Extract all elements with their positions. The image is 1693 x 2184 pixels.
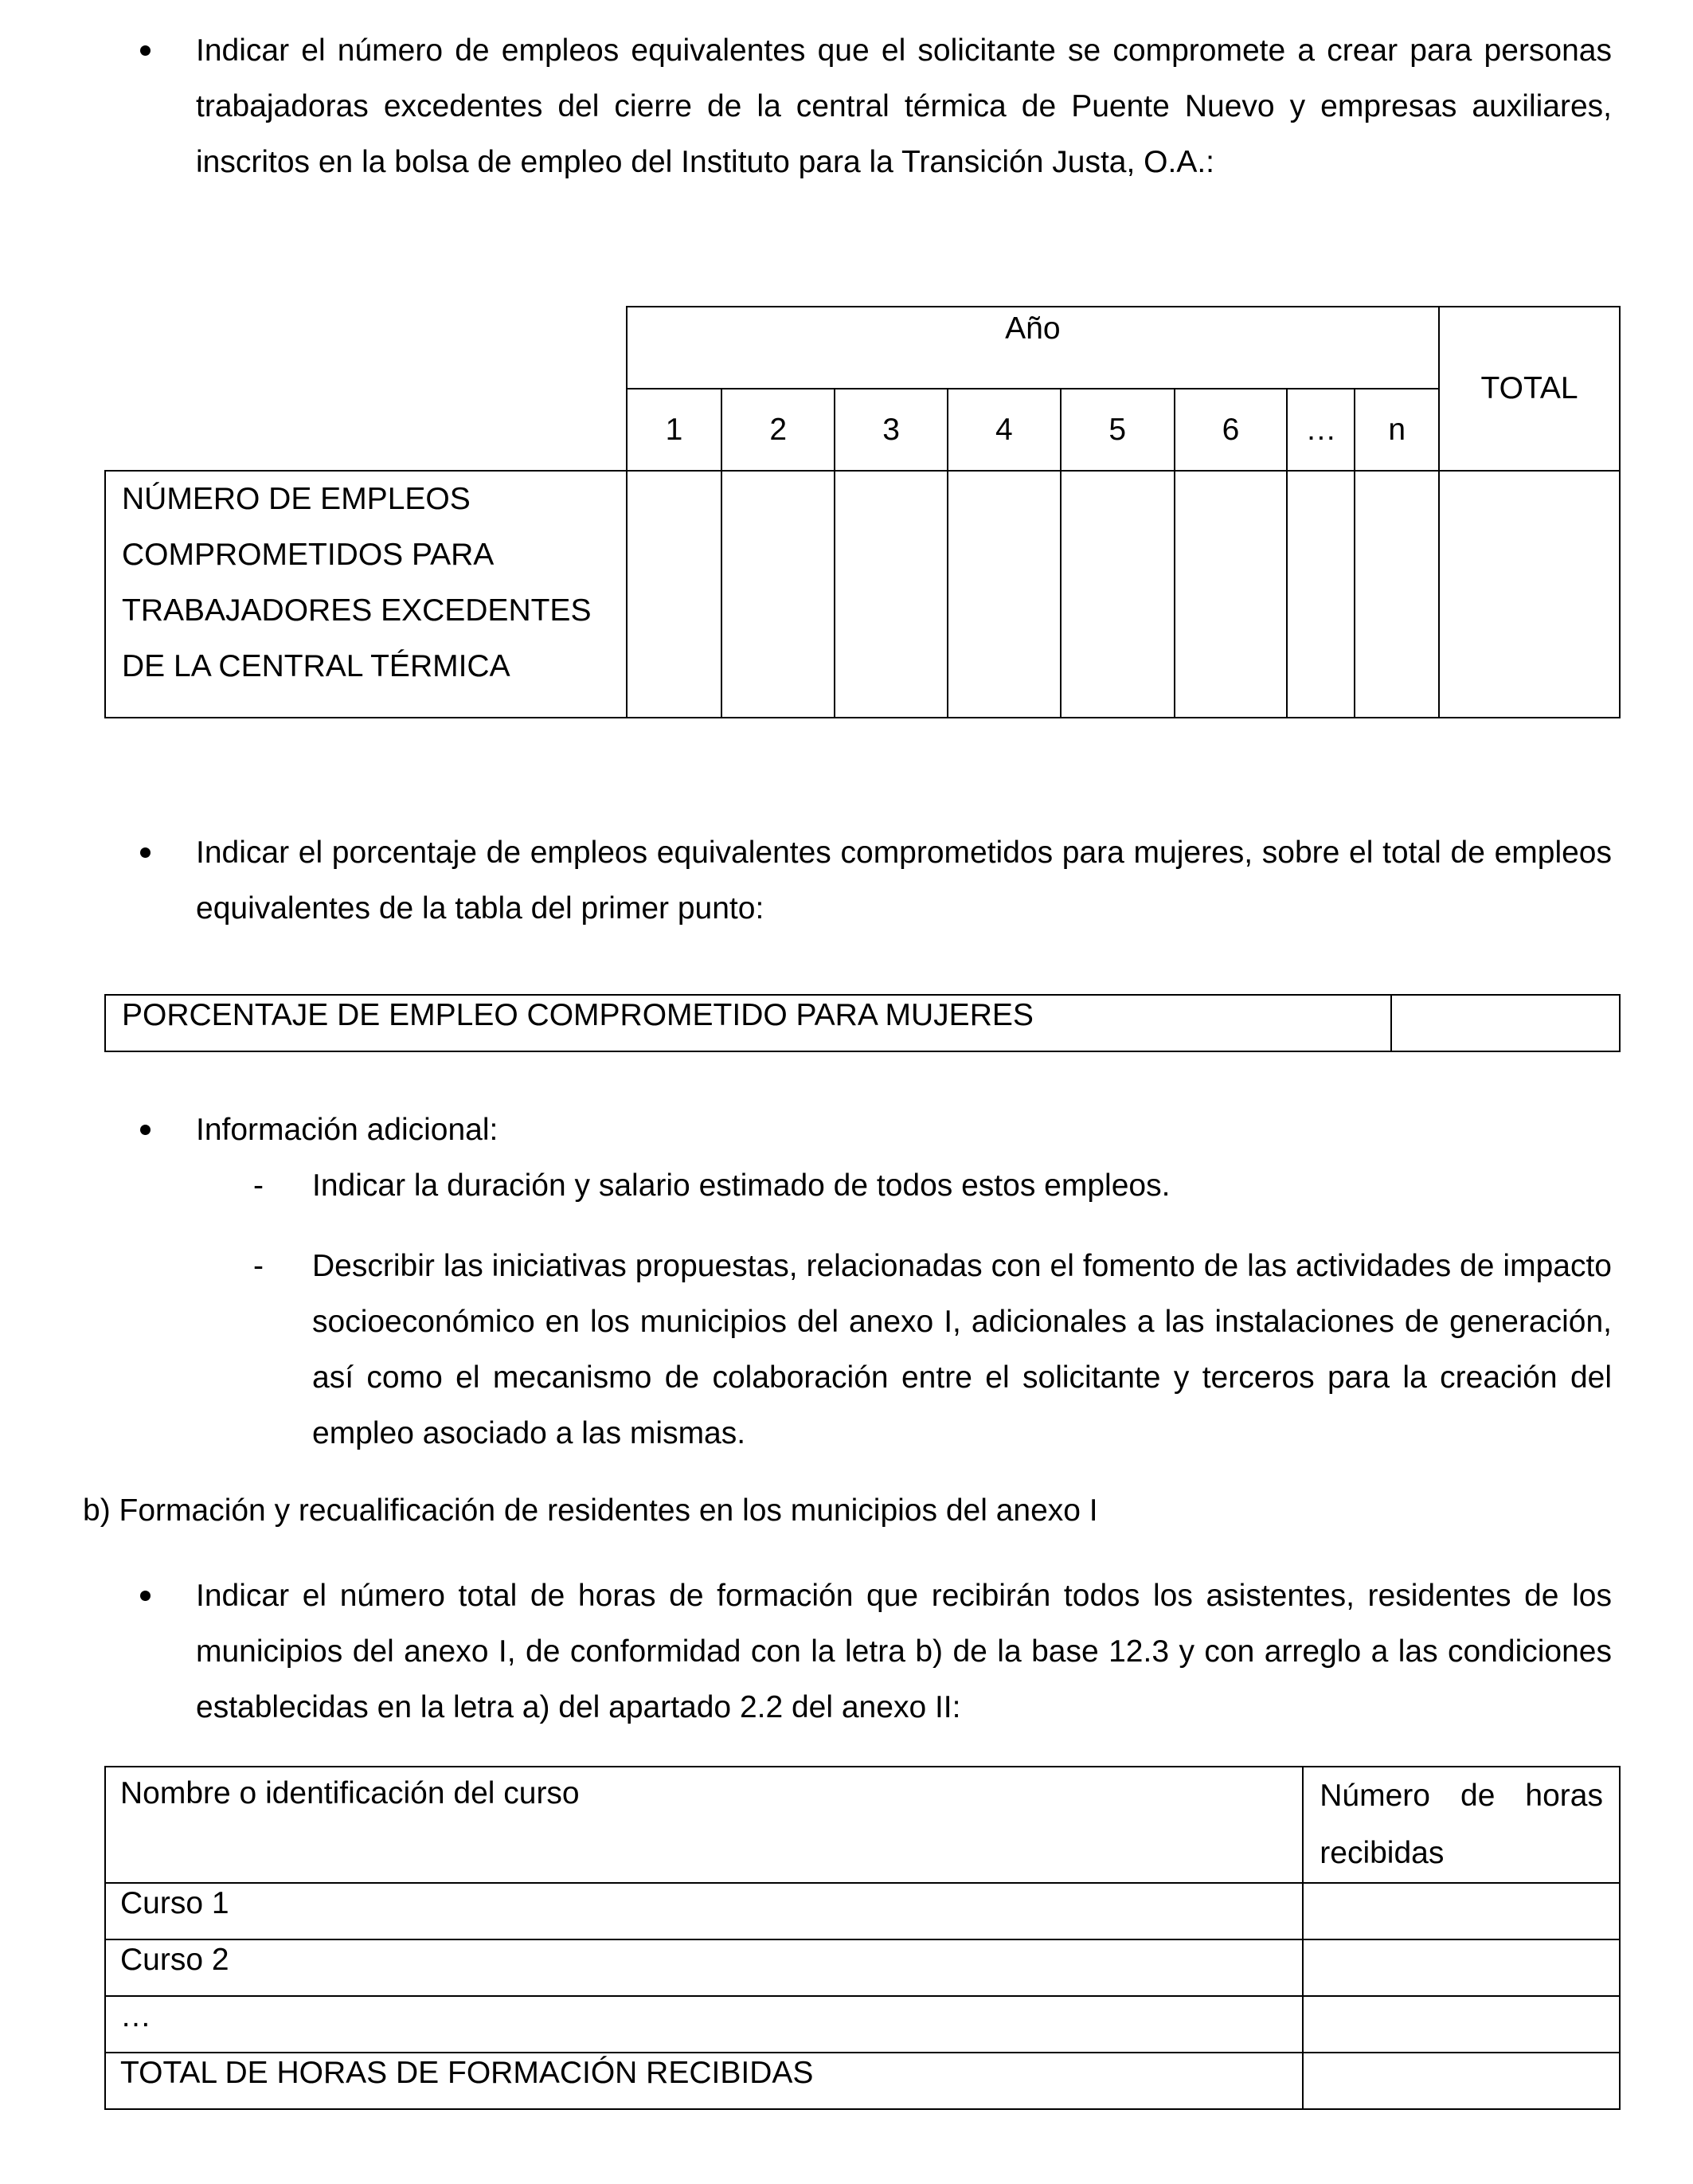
row-label-line-2: COMPROMETIDOS PARA	[122, 538, 495, 572]
year-col-4: 4	[948, 389, 1061, 471]
hours-cell-ellipsis[interactable]	[1303, 1996, 1620, 2053]
women-percentage-table	[104, 994, 1621, 1052]
sub-item-2: Describir las iniciativas propuestas, relacionadas con el fomento de las actividades de impacto socioeconómico en los municipios del anexo I, adicionales a las instalaciones de generación, así como el mecanismo de colaboración entre el solicitante y terceros para la creación del empleo asociado a las mismas.	[312, 1249, 1612, 1450]
year-col-ellipsis: …	[1287, 389, 1355, 471]
cell-total[interactable]	[1439, 471, 1620, 718]
dash-marker: -	[253, 1249, 264, 1283]
bullet-marker	[140, 45, 151, 56]
bullet-marker	[140, 1591, 151, 1601]
paragraph-bullet-2: Indicar el porcentaje de empleos equivalentes comprometidos para mujeres, sobre el total de empleos equivalentes de la tabla del primer punto:	[196, 836, 1612, 926]
cell-year-3[interactable]	[835, 471, 948, 718]
hours-cell-1[interactable]	[1303, 1883, 1620, 1939]
year-col-6: 6	[1175, 389, 1288, 471]
empty-corner-cell	[105, 307, 627, 471]
total-header-label: TOTAL	[1480, 371, 1578, 405]
table-row: Curso 1	[105, 1883, 1303, 1939]
table-row: …	[105, 1996, 1303, 2053]
cell-year-n[interactable]	[1355, 471, 1439, 718]
year-header	[627, 307, 1440, 389]
year-col-1: 1	[627, 389, 722, 471]
total-hours-cell[interactable]	[1303, 2053, 1620, 2109]
cell-year-6[interactable]	[1175, 471, 1288, 718]
paragraph-bullet-1: Indicar el número de empleos equivalentes que el solicitante se compromete a crear para personas trabajadoras excedentes del cierre de la central térmica de Puente Nuevo y empresas auxiliares, inscritos en la bolsa de empleo del Instituto para la Transición Justa, O.A.:	[196, 33, 1612, 179]
table-row: Curso 2	[105, 1939, 1303, 1996]
total-hours-row: TOTAL DE HORAS DE FORMACIÓN RECIBIDAS	[105, 2053, 1303, 2109]
row-label-line-1: NÚMERO DE EMPLEOS	[122, 482, 471, 516]
bullet-marker	[140, 847, 151, 858]
year-header-label: Año	[1005, 311, 1061, 346]
paragraph-section-b-bullet-1: Indicar el número total de horas de formación que recibirán todos los asistentes, residentes de los municipios del anexo I, de conformidad con la letra b) de la base 12.3 y con arreglo a las condiciones establecidas en la letra a) del apartado 2.2 del anexo II:	[196, 1579, 1612, 1724]
sub-item-1: Indicar la duración y salario estimado de todos estos empleos.	[312, 1168, 1171, 1203]
year-col-3: 3	[835, 389, 948, 471]
cell-year-2[interactable]	[721, 471, 835, 718]
bullet-marker	[140, 1125, 151, 1135]
cell-year-5[interactable]	[1061, 471, 1175, 718]
year-col-5: 5	[1061, 389, 1175, 471]
training-hours-table	[104, 1766, 1621, 2110]
cell-year-1[interactable]	[627, 471, 722, 718]
hours-cell-2[interactable]	[1303, 1939, 1620, 1996]
cell-year-4[interactable]	[948, 471, 1061, 718]
women-percentage-label: PORCENTAJE DE EMPLEO COMPROMETIDO PARA MUJERES	[105, 995, 1391, 1051]
year-col-n: n	[1355, 389, 1439, 471]
course-name-header: Nombre o identificación del curso	[105, 1767, 1303, 1883]
total-header	[1439, 307, 1620, 471]
year-col-2: 2	[721, 389, 835, 471]
paragraph-bullet-3: Información adicional:	[196, 1113, 499, 1147]
row-label-employees	[105, 471, 627, 718]
employment-table	[104, 306, 1621, 718]
row-label-line-4: DE LA CENTRAL TÉRMICA	[122, 649, 510, 683]
section-b-heading: b) Formación y recualificación de residentes en los municipios del anexo I	[83, 1493, 1098, 1528]
women-percentage-value[interactable]	[1391, 995, 1620, 1051]
row-label-line-3: TRABAJADORES EXCEDENTES	[122, 593, 592, 628]
cell-year-ellipsis[interactable]	[1287, 471, 1355, 718]
hours-header: Número de horas recibidas	[1303, 1767, 1620, 1883]
dash-marker: -	[253, 1168, 264, 1203]
